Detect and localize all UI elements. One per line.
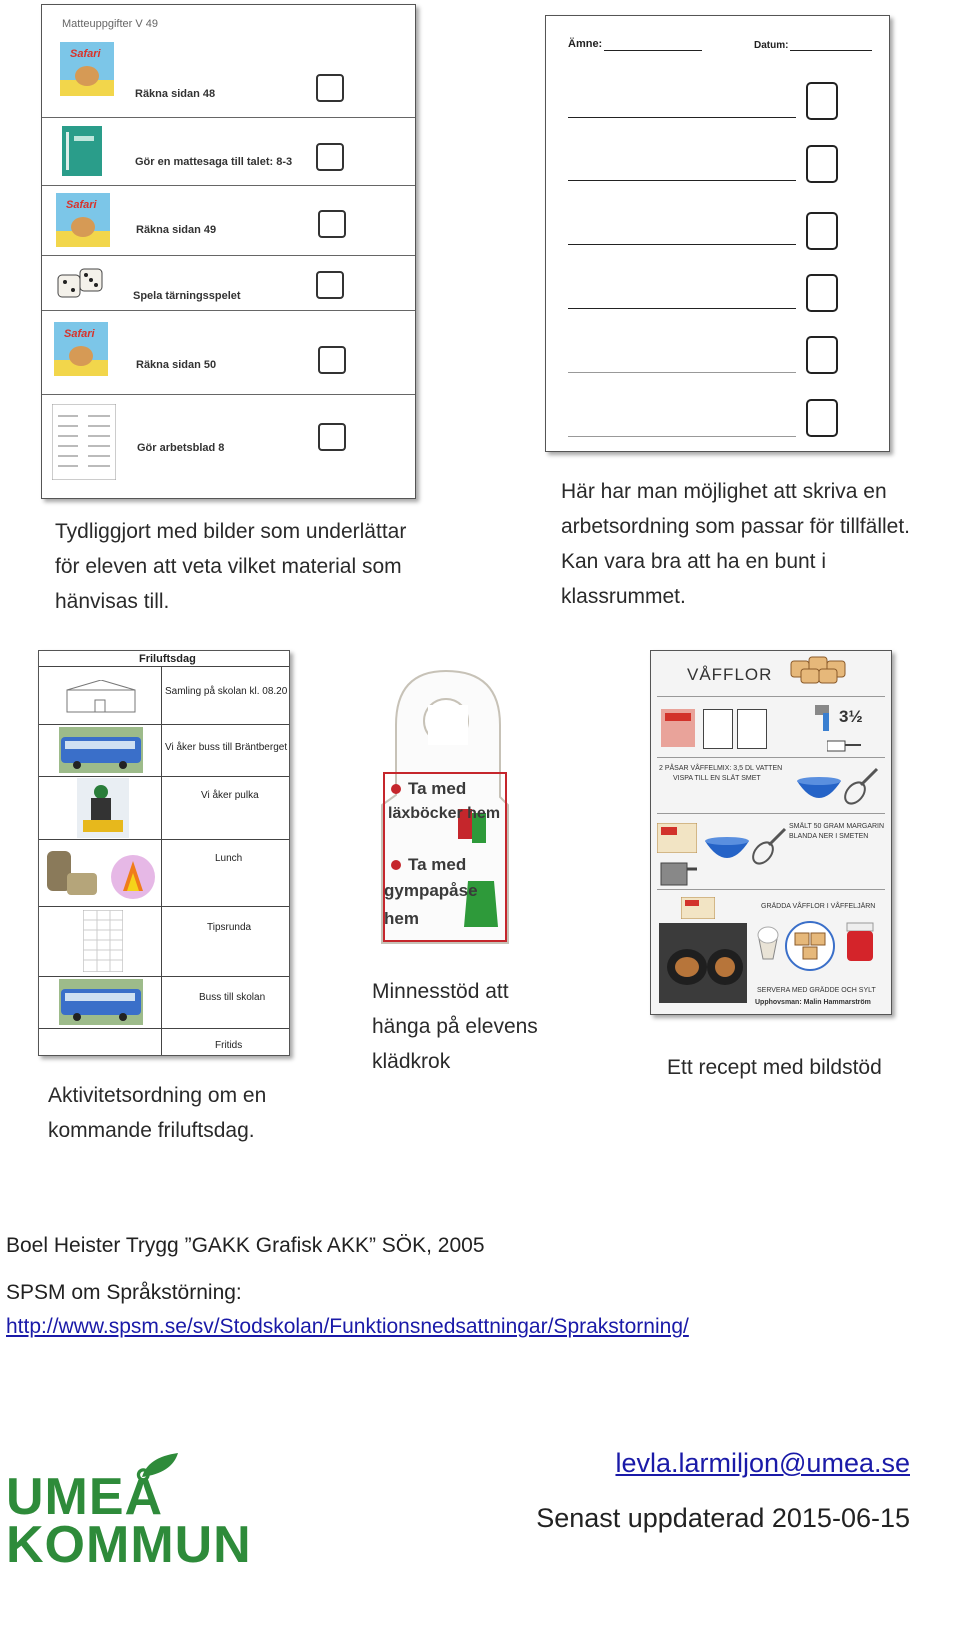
task-label: Gör en mattesaga till talet: 8-3: [135, 156, 293, 168]
math-card-title: Matteuppgifter V 49: [62, 18, 159, 30]
task-label: Räkna sidan 49: [136, 224, 217, 236]
bus-icon: [59, 979, 143, 1025]
logo-line-2: KOMMUN: [6, 1516, 252, 1574]
safari-book-icon: [56, 193, 110, 247]
recipe-step-2: SMÄLT 50 GRAM MARGARIN: [789, 823, 885, 830]
schedule-label: Lunch: [215, 853, 243, 864]
schedule-row: [39, 666, 289, 725]
school-building-icon: [63, 680, 139, 714]
hanger-line-1: Ta med: [408, 779, 467, 798]
last-updated: Senast uppdaterad 2015-06-15: [536, 1503, 910, 1533]
hanger-line-5: hem: [384, 909, 419, 928]
worksheet-icon: [52, 404, 116, 480]
schedule-row: [39, 906, 289, 977]
schedule-row: [39, 839, 289, 907]
date-label: Datum:: [754, 40, 789, 51]
recipe-card: [650, 650, 892, 1015]
task-row: [42, 255, 415, 311]
reference-spsm: SPSM om Språkstörning:: [6, 1281, 242, 1304]
hanger-line-3: Ta med: [408, 855, 467, 874]
math-task-card: [41, 4, 416, 499]
recipe-title: VÅFFLOR: [687, 665, 773, 684]
recipe-caption: Ett recept med bildstöd: [667, 1056, 882, 1079]
write-checkbox[interactable]: [806, 82, 838, 120]
reference-book: Boel Heister Trygg ”GAKK Grafisk AKK” SÖK, 2005: [6, 1234, 485, 1257]
outdoor-caption: Aktivitetsordning om en kommande friluftsdag.: [48, 1084, 267, 1142]
hanger-caption: Minnesstöd att hänga på elevens klädkrok: [372, 980, 538, 1073]
whisk-icon: [751, 827, 787, 867]
schedule-label: Buss till skolan: [199, 992, 266, 1003]
mixing-bowl-icon: [795, 775, 843, 809]
write-checkbox[interactable]: [806, 212, 838, 250]
schedule-title: Friluftsdag: [139, 653, 196, 665]
svg-text:Safari: Safari: [70, 48, 101, 60]
quiz-sheet-icon: [83, 910, 123, 972]
schedule-label: Vi åker buss till Bräntberget: [165, 742, 288, 753]
task-label: Räkna sidan 50: [136, 359, 217, 371]
schedule-row: [39, 1028, 289, 1055]
write-line[interactable]: [568, 244, 796, 245]
subject-label: Ämne:: [568, 38, 603, 50]
bus-icon: [59, 727, 143, 773]
task-checkbox[interactable]: [316, 74, 344, 102]
umea-kommun-logo: [6, 1455, 296, 1635]
logo-line-1: UMEÅ: [6, 1468, 164, 1526]
task-label: Räkna sidan 48: [135, 88, 216, 100]
waffle-plate-icon: [785, 921, 835, 971]
math-card-caption: Tydliggjort med bilder som underlättar för eleven att veta vilket material som hänvisas till.: [55, 520, 407, 613]
cream-icon: [755, 921, 781, 961]
schedule-label: Tipsrunda: [207, 922, 252, 933]
task-checkbox[interactable]: [316, 271, 344, 299]
write-line[interactable]: [568, 436, 796, 437]
svg-text:Safari: Safari: [66, 199, 97, 211]
task-row: [42, 117, 415, 186]
outdoor-day-schedule: [38, 650, 290, 1056]
safari-book-icon: [60, 42, 114, 96]
task-row: [42, 394, 415, 498]
hanger-line-2: läxböcker hem: [388, 805, 501, 822]
task-row: [42, 310, 415, 395]
saucepan-icon: [657, 857, 697, 887]
write-line[interactable]: [568, 308, 796, 309]
task-checkbox[interactable]: [318, 346, 346, 374]
task-label: Spela tärningsspelet: [133, 290, 241, 302]
waffle-mix-icon: [661, 709, 695, 747]
recipe-author: Upphovsman: Malin Hammarström: [755, 999, 871, 1006]
margarine-icon: [657, 823, 697, 853]
mixing-bowl-icon: [703, 835, 751, 869]
schedule-label: Vi åker pulka: [201, 790, 259, 801]
bag-icon: [703, 709, 733, 749]
safari-book-icon: [54, 322, 108, 376]
task-row: [42, 185, 415, 256]
write-line[interactable]: [568, 180, 796, 181]
blank-card-caption: Här har man möjlighet att skriva en arbetsordning som passar för tillfället. Kan vara bra att ha en bunt i klassrummet.: [561, 480, 910, 608]
waffles-icon: [789, 655, 851, 687]
measuring-cup-icon: [827, 737, 861, 753]
schedule-row: [39, 724, 289, 777]
door-hanger: [376, 665, 516, 947]
notebook-icon: [62, 126, 102, 176]
recipe-step-4: SERVERA MED GRÄDDE OCH SYLT: [757, 987, 876, 994]
write-checkbox[interactable]: [806, 399, 838, 437]
task-checkbox[interactable]: [318, 210, 346, 238]
task-row: [42, 5, 415, 118]
write-checkbox[interactable]: [806, 145, 838, 183]
faucet-icon: [811, 703, 833, 733]
contact-email-link[interactable]: levla.larmiljon@umea.se: [615, 1448, 910, 1478]
jam-jar-icon: [845, 921, 875, 963]
reference-spsm-link[interactable]: http://www.spsm.se/sv/Stodskolan/Funktionsnedsattningar/Sprakstorning/: [6, 1315, 689, 1338]
recipe-step-2b: BLANDA NER I SMETEN: [789, 833, 869, 840]
recipe-step-1b: VISPA TILL EN SLÄT SMET: [673, 775, 761, 782]
subject-line: [604, 50, 702, 51]
blank-worksheet-card: [545, 15, 890, 452]
bag-icon: [737, 709, 767, 749]
waffle-iron-photo: [659, 923, 747, 1003]
svg-text:Safari: Safari: [64, 328, 95, 340]
dice-icon: [56, 265, 106, 301]
schedule-row: [39, 976, 289, 1029]
campfire-lunch-icon: [45, 843, 157, 903]
task-label: Gör arbetsblad 8: [137, 442, 225, 454]
recipe-step-3: GRÄDDA VÅFFLOR I VÅFFELJÄRN: [761, 903, 876, 910]
sled-icon: [77, 778, 129, 838]
recipe-step-1: 2 PÅSAR VÅFFELMIX: 3,5 DL VATTEN: [659, 765, 783, 772]
hanger-line-4: gympapåse: [384, 881, 478, 900]
write-line[interactable]: [568, 117, 796, 118]
schedule-row: [39, 776, 289, 840]
whisk-icon: [843, 767, 879, 807]
write-line[interactable]: [568, 372, 796, 373]
schedule-label: Fritids: [215, 1040, 243, 1051]
schedule-label: Samling på skolan kl. 08.20: [165, 686, 288, 697]
margarine-icon: [681, 897, 715, 919]
task-checkbox[interactable]: [318, 423, 346, 451]
date-line: [790, 50, 872, 51]
write-checkbox[interactable]: [806, 336, 838, 374]
write-checkbox[interactable]: [806, 274, 838, 312]
recipe-fraction: 3½: [839, 707, 863, 726]
task-checkbox[interactable]: [316, 143, 344, 171]
